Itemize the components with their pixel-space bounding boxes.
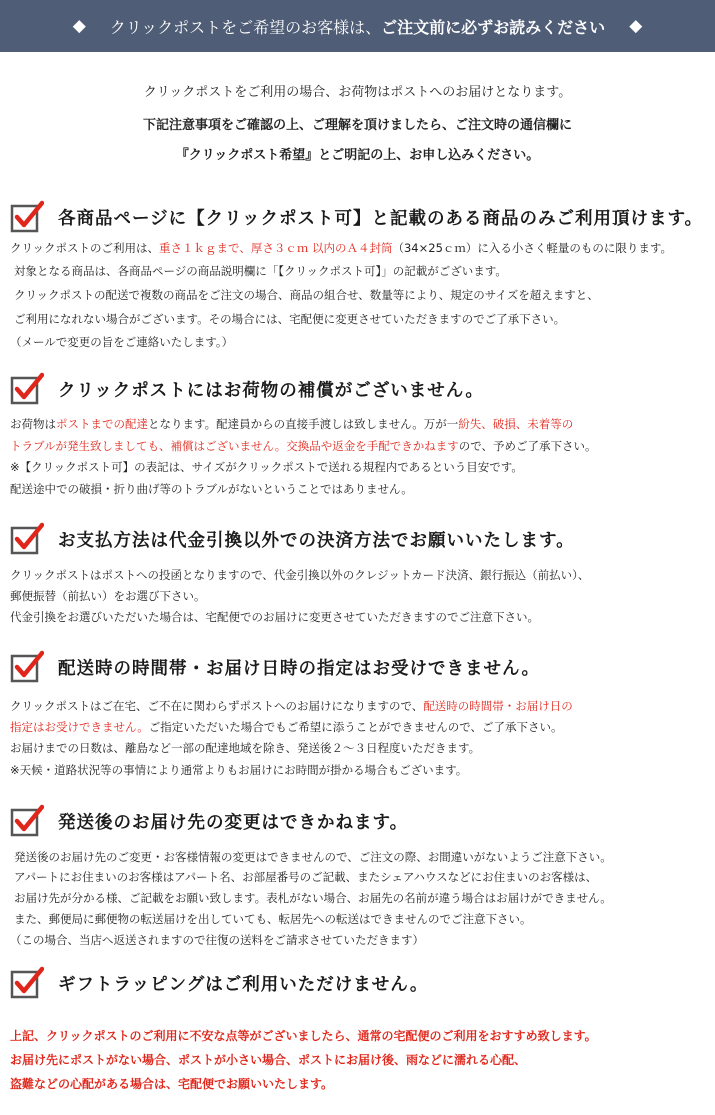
footer-note: お届け先にポストがない場合、ポストが小さい場合、ポストにお届け後、雨などに濡れる心配、 (10, 1053, 527, 1067)
checkbox-check-icon (10, 966, 44, 1000)
intro-line-bold: 『クリックポスト希望』とご明記の上、お申し込みください。 (175, 148, 540, 163)
checkbox-check-icon (10, 372, 44, 406)
section-title: 各商品ページに【クリックポスト可】と記載のある商品のみご利用頂けます。 (10, 200, 703, 234)
checkbox-check-icon (10, 522, 44, 556)
body-line: クリックポストはご在宅、ご不在に関わらずポストへのお届けになりますので、配送時の時間帯・お届け日の (10, 699, 573, 713)
checkbox-check-icon (10, 804, 44, 838)
body-line: クリックポストはポストへの投函となりますので、代金引換以外のクレジットカード決済、銀行振込（前払い）、 (10, 568, 590, 582)
header-emphasis: ご注文前に必ずお読みください (381, 17, 606, 37)
section-title: クリックポストにはお荷物の補償がございません。 (10, 372, 484, 406)
section-title: ギフトラッピングはご利用いただけません。 (10, 966, 428, 1000)
section-title: お支払方法は代金引換以外での決済方法でお願いいたします。 (10, 522, 575, 556)
section-title: 配送時の時間帯・お届け日時の指定はお受けできません。 (10, 650, 540, 684)
body-line: （この場合、当店へ返送されますので往復の送料をご請求させていただきます） (10, 933, 424, 947)
body-line: トラブルが発生致しましても、補償はございません。交換品や返金を手配できかねますので、予めご了承下さい。 (10, 439, 597, 453)
body-line: お荷物はポストまでの配達となります。配達員からの直接手渡しは致しません。万が一紛失、破損、未着等の (10, 417, 574, 431)
section-title: 発送後のお届け先の変更はできかねます。 (10, 804, 408, 838)
body-line: ※【クリックポスト可】の表記は、サイズがクリックポストで送れる規程内であるという目安です。 (10, 460, 523, 474)
header-text: クリックポストをご希望のお客様は、 (109, 17, 382, 37)
notice-header (0, 0, 715, 52)
checkbox-check-icon (10, 650, 44, 684)
body-line: また、郵便局に郵便物の転送届けを出していても、転居先への転送はできませんのでご注意下さい。 (14, 912, 532, 926)
body-line: クリックポストの配送で複数の商品をご注文の場合、商品の組合せ、数量等により、規定のサイズを超えますと、 (14, 288, 599, 302)
body-line: 郵便振替（前払い）をお選び下さい。 (10, 589, 206, 603)
body-line: アパートにお住まいのお客様はアパート名、お部屋番号のご記載、またシェアハウスなどにお住まいのお客様は、 (14, 870, 598, 884)
intro-line-bold: 下記注意事項をご確認の上、ご理解を頂けましたら、ご注文時の通信欄に (142, 118, 572, 133)
diamond-icon: ◆ (72, 16, 86, 36)
body-line: 発送後のお届け先のご変更・お客様情報の変更はできませんので、ご注文の際、お間違いがないようご注意下さい。 (14, 850, 612, 864)
body-line: 指定はお受けできません。ご指定いただいた場合でもご希望に添うことができませんので、ご了承下さい。 (10, 720, 563, 734)
body-line: ご利用になれない場合がございます。その場合には、宅配便に変更させていただきますのでご了承下さい。 (14, 312, 566, 326)
body-line: お届け先が分かる様、ご記載をお願い致します。表札がない場合、お届先の名前が違う場合はお届けができません。 (14, 891, 612, 905)
body-line: （メールで変更の旨をご連絡いたします。） (10, 335, 234, 349)
footer-note: 上記、クリックポストのご利用に不安な点等がございましたら、通常の宅配便のご利用をおすすめ致します。 (10, 1029, 597, 1043)
body-line: 配送途中での破損・折り曲げ等のトラブルがないということではありません。 (10, 482, 413, 496)
body-line: ※天候・道路状況等の事情により通常よりもお届けにお時間が掛かる場合もございます。 (10, 763, 468, 777)
body-line: 代金引換をお選びいただいた場合は、宅配便でのお届けに変更させていただきますのでご注意下さい。 (10, 610, 539, 624)
checkbox-check-icon (10, 200, 44, 234)
footer-note: 盗難などの心配がある場合は、宅配便でお願いいたします。 (10, 1077, 334, 1091)
body-line: クリックポストのご利用は、重さ１ｋｇまで、厚さ３ｃｍ 以内のＡ４封筒（34×25ｃｍ）に入る小さく軽量のものに限ります。 (10, 241, 672, 255)
body-line: お届けまでの日数は、離島など一部の配達地域を除き、発送後２〜３日程度いただきます。 (10, 741, 481, 755)
diamond-icon: ◆ (629, 16, 643, 36)
intro-line: クリックポストをご利用の場合、お荷物はポストへのお届けとなります。 (143, 85, 572, 100)
body-line: 対象となる商品は、各商品ページの商品説明欄に「【クリックポスト可】」の記載がございます。 (14, 264, 507, 278)
